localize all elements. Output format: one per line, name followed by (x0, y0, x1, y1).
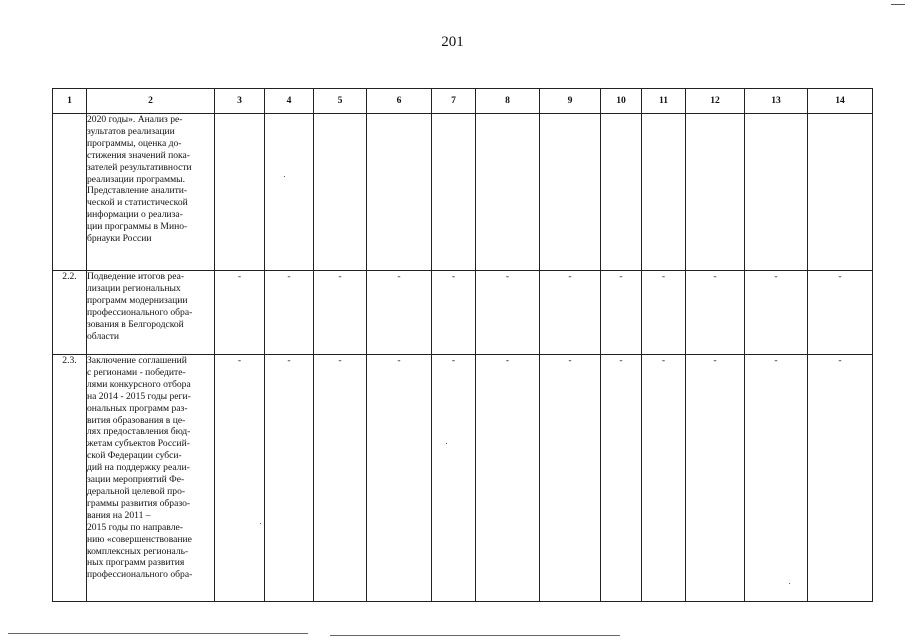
value-cell: - (686, 271, 745, 355)
value-cell: - (215, 271, 265, 355)
column-header: 8 (476, 89, 540, 114)
value-cell: - (215, 355, 265, 602)
data-table (52, 88, 873, 602)
column-header: 2 (87, 89, 215, 114)
value-cell: - (540, 355, 601, 602)
value-cell: - (808, 355, 873, 602)
value-cell: - (808, 271, 873, 355)
row-description: Подведение итогов реа- лизации региональных программ модернизации профессионального обра- зования в Белгородской области (87, 271, 215, 355)
column-header: 4 (265, 89, 314, 114)
value-cell: - (367, 271, 432, 355)
table-row (53, 271, 873, 355)
value-cell: - (642, 355, 686, 602)
column-header: 12 (686, 89, 745, 114)
value-cell: - (601, 355, 642, 602)
value-cell (367, 114, 432, 271)
value-cell: - (745, 271, 808, 355)
column-header: 14 (808, 89, 873, 114)
header-row (53, 89, 873, 114)
value-cell (432, 114, 476, 271)
value-cell: - (432, 271, 476, 355)
scan-speck (284, 176, 285, 177)
value-cell: - (314, 271, 367, 355)
column-header: 7 (432, 89, 476, 114)
column-header: 3 (215, 89, 265, 114)
row-description: 2020 годы». Анализ ре- зультатов реализации программы, оценка до- стижения значений пока- зателей результативности реализации программы. Представление аналити- ческой и статистической информации о реализа- ции программы в Мино- брнауки России (87, 114, 215, 271)
value-cell (808, 114, 873, 271)
scan-edge-mark (891, 4, 905, 5)
row-number (53, 114, 87, 271)
value-cell (314, 114, 367, 271)
scan-speck (260, 523, 261, 524)
column-header: 6 (367, 89, 432, 114)
value-cell (642, 114, 686, 271)
value-cell: - (745, 355, 808, 602)
value-cell: - (601, 271, 642, 355)
value-cell: - (476, 271, 540, 355)
row-number: 2.2. (53, 271, 87, 355)
value-cell (745, 114, 808, 271)
row-number: 2.3. (53, 355, 87, 602)
value-cell (265, 114, 314, 271)
value-cell: - (540, 271, 601, 355)
scan-speck (446, 443, 447, 444)
value-cell: - (265, 271, 314, 355)
scan-edge-line (8, 633, 308, 634)
value-cell: - (432, 355, 476, 602)
value-cell: - (476, 355, 540, 602)
scan-edge-line (330, 635, 620, 636)
column-header: 10 (601, 89, 642, 114)
value-cell: - (314, 355, 367, 602)
value-cell: - (265, 355, 314, 602)
column-header: 11 (642, 89, 686, 114)
value-cell (686, 114, 745, 271)
column-header: 5 (314, 89, 367, 114)
value-cell: - (686, 355, 745, 602)
table-row (53, 114, 873, 271)
row-description: Заключение соглашений с регионами - победите- лями конкурсного отбора на 2014 - 2015 годы реги- ональных программ раз- вития образования в це- лях предоставления бюд- жетам субъектов Россий- ской Федерации субси- дий на поддержку реали- зации мероприятий Фе- деральной целевой про- граммы развития образо- вания на 2011 – 2015 годы по направле- нию «совершенствование комплексных региональ- ных программ развития профессионального обра- (87, 355, 215, 602)
table-row (53, 355, 873, 602)
value-cell: - (367, 355, 432, 602)
column-header: 1 (53, 89, 87, 114)
value-cell (540, 114, 601, 271)
value-cell: - (642, 271, 686, 355)
value-cell (215, 114, 265, 271)
value-cell (476, 114, 540, 271)
column-header: 9 (540, 89, 601, 114)
value-cell (601, 114, 642, 271)
scan-speck (789, 583, 790, 584)
column-header: 13 (745, 89, 808, 114)
page-number: 201 (441, 34, 464, 50)
